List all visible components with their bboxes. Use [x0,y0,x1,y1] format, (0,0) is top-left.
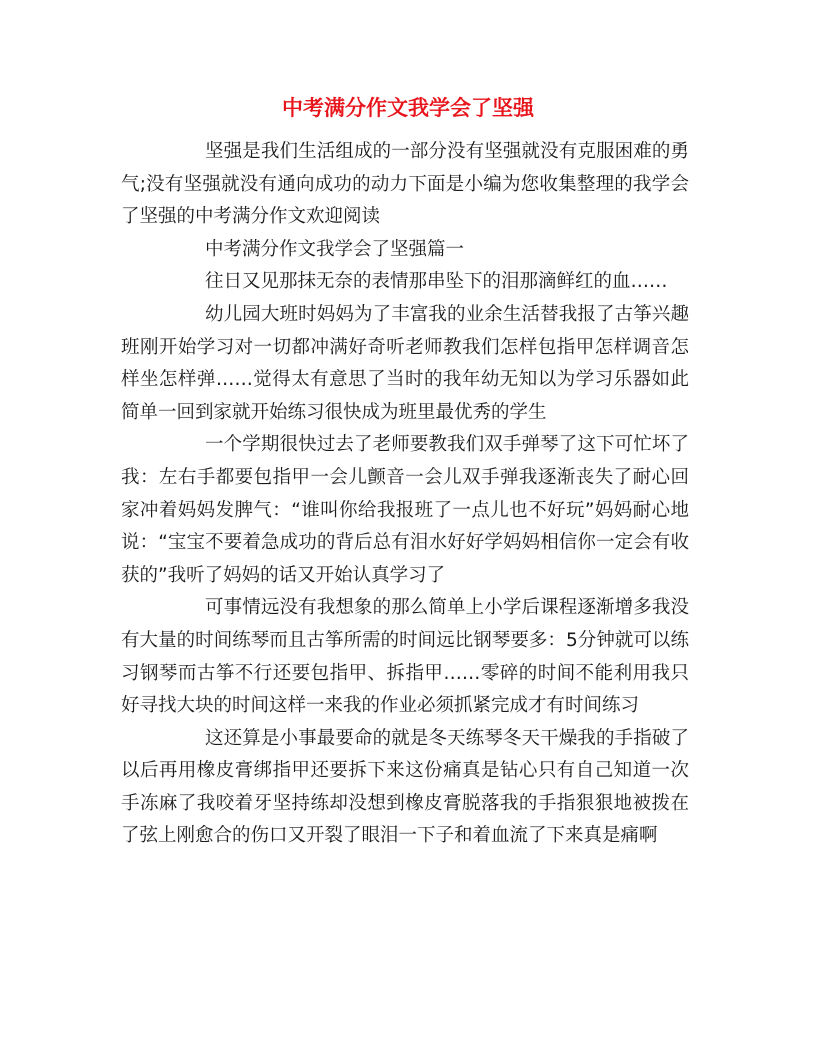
document-title: 中考满分作文我学会了坚强 [282,95,534,120]
paragraph: 幼儿园大班时妈妈为了丰富我的业余生活替我报了古筝兴趣班刚开始学习对一切都冲满好奇听老师教我们怎样包指甲怎样调音怎样坐怎样弹……觉得太有意思了当时的我年幼无知以为学习乐器如此简单一回到家就开始练习很快成为班里最优秀的学生 [121,303,689,423]
paragraph-intro: 坚强是我们生活组成的一部分没有坚强就没有克服困难的勇气;没有坚强就没有通向成功的动力下面是小编为您收集整理的我学会了坚强的中考满分作文欢迎阅读 [121,141,689,228]
paragraph: 可事情远没有我想象的那么简单上小学后课程逐渐增多我没有大量的时间练琴而且古筝所需的时间远比钢琴要多：5分钟就可以练习钢琴而古筝不行还要包指甲、拆指甲……零碎的时间不能利用我只好寻找大块的时间这样一来我的作业必须抓紧完成才有时间练习 [121,597,689,717]
document-body [121,136,689,853]
paragraph: 一个学期很快过去了老师要教我们双手弹琴了这下可忙坏了我：左右手都要包指甲一会儿颤音一会儿双手弹我逐渐丧失了耐心回家冲着妈妈发脾气：“谁叫你给我报班了一点儿也不好玩”妈妈耐心地说：“宝宝不要着急成功的背后总有泪水好好学妈妈相信你一定会有收获的”我听了妈妈的话又开始认真学习了 [121,434,689,586]
paragraph: 往日又见那抹无奈的表情那串坠下的泪那滴鲜红的血…… [205,271,668,293]
section-heading: 中考满分作文我学会了坚强篇一 [205,238,465,260]
paragraph: 这还算是小事最要命的就是冬天练琴冬天干燥我的手指破了以后再用橡皮膏绑指甲还要拆下来这份痛真是钻心只有自己知道一次手冻麻了我咬着牙坚持练却没想到橡皮膏脱落我的手指狠狠地被拨在了弦上刚愈合的伤口又开裂了眼泪一下子和着血流了下来真是痛啊 [121,727,689,847]
